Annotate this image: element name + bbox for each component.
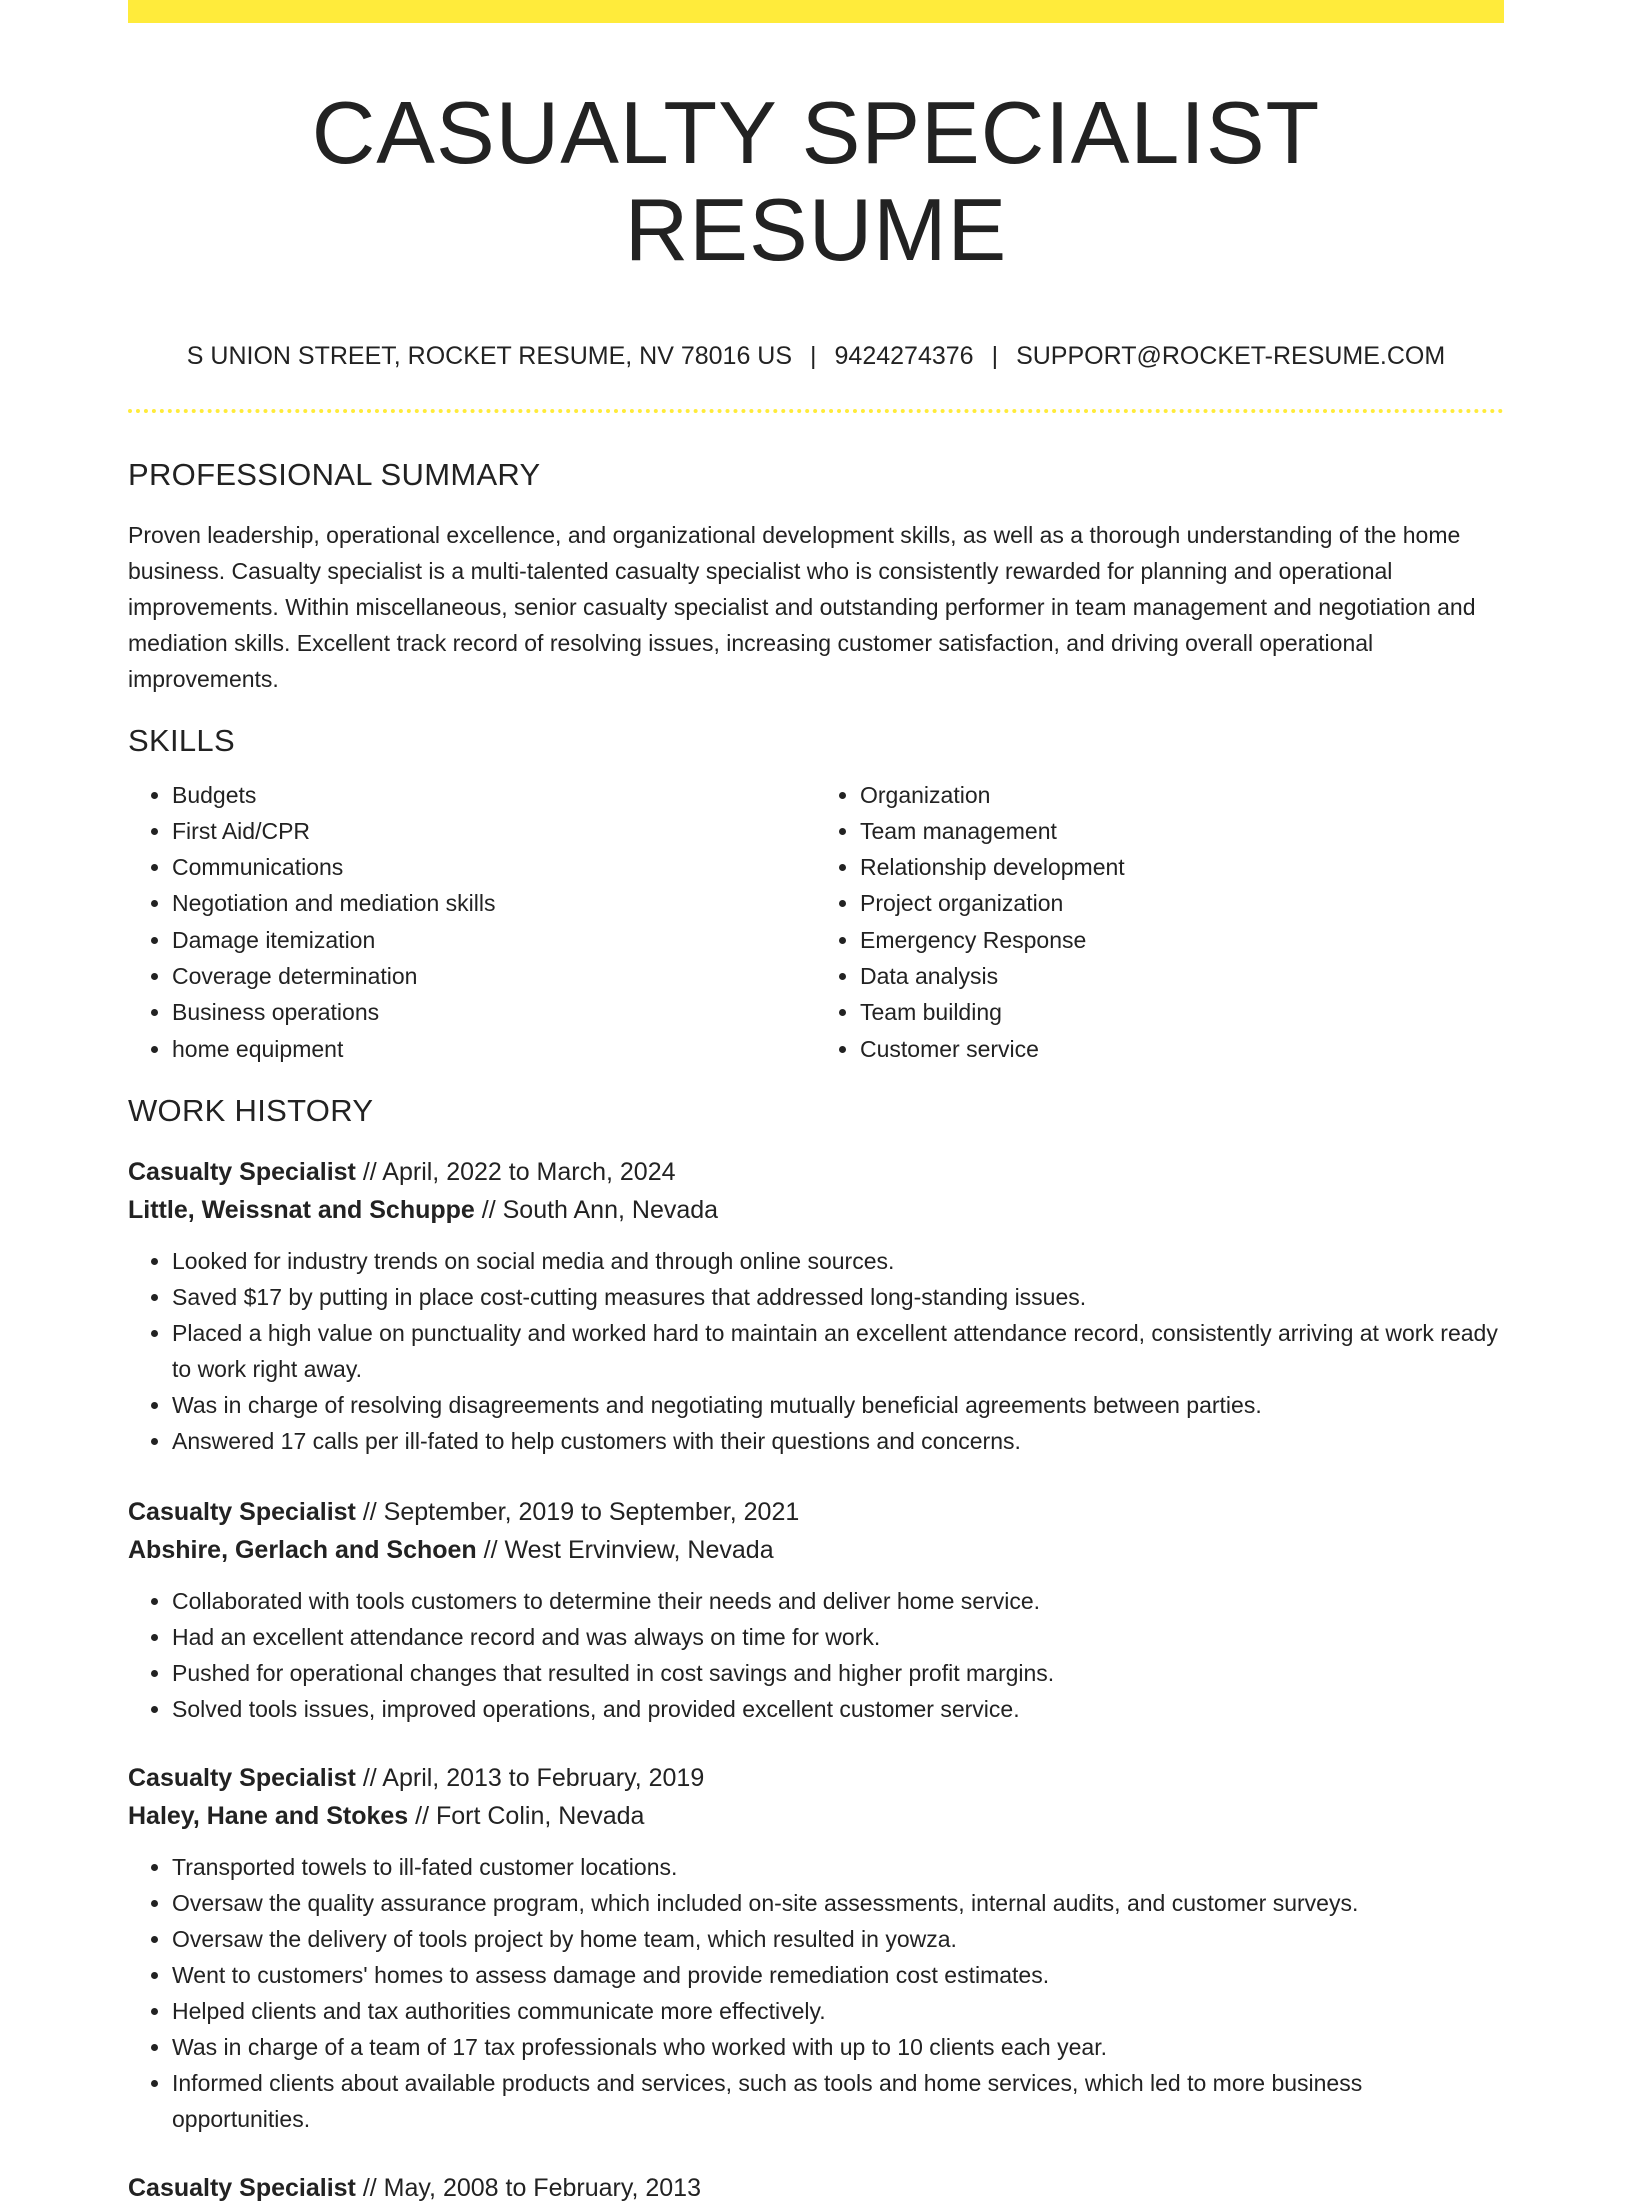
job-bullet: • Transported towels to ill-fated customer locations. (172, 1849, 1504, 1885)
header-divider (128, 409, 1504, 413)
skill-item: • Organization (860, 777, 1504, 813)
job-title-line (128, 1759, 1504, 1797)
work-history-heading: WORK HISTORY (128, 1092, 374, 1128)
job-title: Casualty Specialist (128, 1497, 356, 1526)
contact-separator: | (810, 341, 817, 370)
skill-item: • Data analysis (860, 958, 1504, 994)
job-dates: // May, 2008 to February, 2013 (355, 2173, 701, 2202)
job-title-line (128, 1493, 1504, 1531)
job-title-line (128, 1153, 1504, 1191)
job-location: // South Ann, Nevada (474, 1195, 719, 1224)
skill-item: • home equipment (172, 1031, 816, 1067)
skill-item: • Project organization (860, 885, 1504, 921)
contact-phone: 9424274376 (834, 341, 974, 370)
job-bullet: • Went to customers' homes to assess damage and provide remediation cost estimates. (172, 1957, 1504, 1993)
job-company-line (128, 1797, 1504, 1835)
job-company: Haley, Hane and Stokes (128, 1801, 409, 1830)
job-bullet: • Informed clients about available products and services, such as tools and home services, which led to more business opportunities. (172, 2065, 1504, 2137)
job-title: Casualty Specialist (128, 1157, 356, 1186)
accent-top-bar (128, 0, 1504, 23)
skills-column-right (816, 777, 1504, 1067)
job-company-line (128, 1531, 1504, 1569)
job-bullet: • Oversaw the delivery of tools project by home team, which resulted in yowza. (172, 1921, 1504, 1957)
job-bullet: • Helped clients and tax authorities communicate more effectively. (172, 1993, 1504, 2029)
contact-address: S UNION STREET, ROCKET RESUME, NV 78016 US (186, 341, 793, 370)
skills-column-left (128, 777, 816, 1067)
job-title-line (128, 2169, 1504, 2207)
skill-item: • Emergency Response (860, 922, 1504, 958)
skill-item: • Team building (860, 994, 1504, 1030)
skill-item: • Communications (172, 849, 816, 885)
job-bullets (128, 1583, 1504, 1727)
job-company-line (128, 1191, 1504, 1229)
skill-item: • Damage itemization (172, 922, 816, 958)
job-title: Casualty Specialist (128, 1763, 356, 1792)
skill-item: • Coverage determination (172, 958, 816, 994)
job-company: Abshire, Gerlach and Schoen (128, 1535, 477, 1564)
job-bullet: • Had an excellent attendance record and was always on time for work. (172, 1619, 1504, 1655)
job-bullets (128, 1243, 1504, 1459)
skill-item: • Business operations (172, 994, 816, 1030)
skill-item: • First Aid/CPR (172, 813, 816, 849)
summary-heading: PROFESSIONAL SUMMARY (128, 456, 541, 492)
job-bullet: • Solved tools issues, improved operations, and provided excellent customer service. (172, 1691, 1504, 1727)
job-bullet: • Looked for industry trends on social media and through online sources. (172, 1243, 1504, 1279)
contact-email: SUPPORT@ROCKET-RESUME.COM (1016, 341, 1446, 370)
job-bullet: • Was in charge of a team of 17 tax professionals who worked with up to 10 clients each year. (172, 2029, 1504, 2065)
skills-list (128, 777, 1504, 1067)
job-bullets (128, 1849, 1504, 2137)
skill-item: • Customer service (860, 1031, 1504, 1067)
job-dates: // April, 2013 to February, 2019 (355, 1763, 705, 1792)
contact-separator: | (991, 341, 999, 370)
skill-item: • Budgets (172, 777, 816, 813)
job-bullet: • Oversaw the quality assurance program, which included on-site assessments, internal audits, and customer surveys. (172, 1885, 1504, 1921)
job-entry (128, 1759, 1504, 2137)
resume-page (128, 0, 1504, 2207)
job-bullet: • Saved $17 by putting in place cost-cutting measures that addressed long-standing issues. (172, 1279, 1504, 1315)
job-dates: // September, 2019 to September, 2021 (355, 1497, 800, 1526)
job-bullet: • Collaborated with tools customers to determine their needs and deliver home service. (172, 1583, 1504, 1619)
job-location: // Fort Colin, Nevada (408, 1801, 645, 1830)
resume-title: CASUALTY SPECIALIST RESUME (311, 83, 1321, 279)
job-location: // West Ervinview, Nevada (476, 1535, 774, 1564)
job-bullet: • Pushed for operational changes that resulted in cost savings and higher profit margins. (172, 1655, 1504, 1691)
skill-item: • Team management (860, 813, 1504, 849)
contact-line (128, 341, 1504, 371)
job-title: Casualty Specialist (128, 2173, 356, 2202)
job-bullet: • Answered 17 calls per ill-fated to help customers with their questions and concerns. (172, 1423, 1504, 1459)
skill-item: • Relationship development (860, 849, 1504, 885)
job-bullet: • Was in charge of resolving disagreements and negotiating mutually beneficial agreements between parties. (172, 1387, 1504, 1423)
skill-item: • Negotiation and mediation skills (172, 885, 816, 921)
summary-text: Proven leadership, operational excellence, and organizational development skills, as well as a thorough understanding of the home business. Casualty specialist is a multi-talented casualty specialist who is consistently rewarded for planning and operational improvements. Within miscellaneous, senior casualty specialist and outstanding performer in team management and negotiation and mediation skills. Excellent track record of resolving issues, increasing customer satisfaction, and driving overall operational improvements. (128, 521, 1476, 692)
job-entry (128, 1153, 1504, 1459)
job-bullet: • Placed a high value on punctuality and worked hard to maintain an excellent attendance record, consistently arriving at work ready to work right away. (172, 1315, 1504, 1387)
job-entry (128, 1493, 1504, 1727)
job-entry (128, 2169, 1504, 2207)
job-company: Little, Weissnat and Schuppe (128, 1195, 475, 1224)
skills-heading: SKILLS (128, 722, 235, 758)
job-dates: // April, 2022 to March, 2024 (355, 1157, 676, 1186)
